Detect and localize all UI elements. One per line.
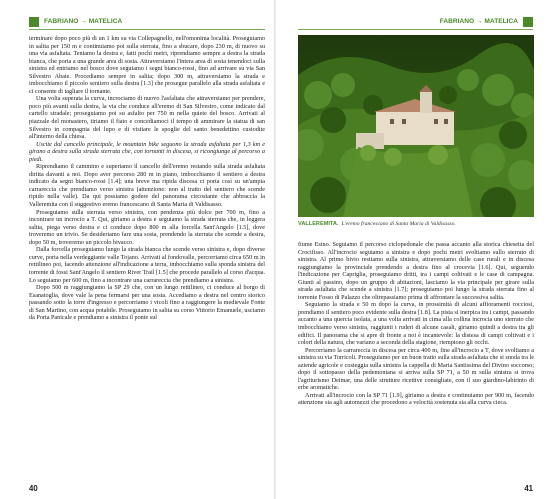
caption-label: VALLEREMITA. xyxy=(298,221,339,227)
page-number: 41 xyxy=(524,484,533,493)
body-text xyxy=(298,241,534,476)
photo-caption xyxy=(298,221,534,228)
bike-note: Uscite dal cancello principale, le mountain bike seguono la strada asfaltata per 1,3 km e girano a destra sulla strada sterrata che, con tornanti in discesa, si ricongiunge al percorso a piedi. xyxy=(29,140,265,163)
body-text xyxy=(29,35,265,475)
paragraph: Percorriamo la carrareccia in discesa per circa 400 m, fine all'incrocio a T, dove svoltiamo a sinistra su via Torricoli. Proseguiamo per un buon tratto sulla strada asfaltata che si snoda tra le aziende agricole e costeggia sulla sinistra la cappella di Maria Santissima del Divino soccorso; dopo il sottopasso della pedemontana si arriva sulla SP 71, a 50 m sulla sinistra si trova l'agriturismo Deimar, una delle strutture ricettive consigliate, con il suo giardino-labirinto di erbe aromatiche. xyxy=(298,346,534,392)
paragraph: terminare dopo poco più di un 1 km su via Collepagnello, nell'omonima località. Proseguiamo in salita per 150 m e continuiamo poi sulla sterrata, fino a sbucare, dopo 230 m, di nuovo su una via asfaltata. Teniamo la destra e, fatti pochi metri, riprendiamo sempre a destra la strada bianca, che porta a una grande area di sosta. Attraversiamo l'intera area di sosta tenendoci sulla sinistra ed entriamo nel bosco dove seguiamo i segni bianco-rossi, fino ad arrivare su via San Silvestro Abate. Procediamo sempre in salita; dopo 300 m, attraversiamo la strada e imbocchiamo il piccolo sentiero sulla destra [1.3] che prosegue parallelo alla strada asfaltata e ci consente di tagliare il tornante. xyxy=(29,35,265,95)
header-marker xyxy=(29,17,39,27)
header-title: FABRIANO → MATELICA xyxy=(439,18,518,25)
paragraph: Proseguiamo sulla sterrata verso sinistra, con pendenza più dolce per 700 m, fino a incontrare un incrocio a T. Qui, giriamo a destra e seguiamo la strada sterrata che, in leggera salita, piega verso destra e ci conduce dopo 800 m alla forcella Sant'Angelo [1.5], dove troveremo un trivio. Se desideriamo fare una sosta, prendendo la sterrata che scende a destra, dopo 50 m, troveremo un piccolo bivacco. xyxy=(29,208,265,246)
header-rule xyxy=(29,29,265,30)
paragraph: Seguiamo la strada e 50 m dopo la curva, in prossimità di alcuni affioramenti rocciosi, prendiamo il sentiero poco evidente sulla destra [1.8]. La pista si inerpica tra i campi, passando accanto a una quercia isolata, a una volta arrivati in cima alla collina incrocia uno sterrato che imbocchiamo verso sinistra, raggiunti i ruderi di alcune casali, giriamo quindi a destra tra gli edifici. Il panorama che si apre di fronte a noi è incantevole: la distesa di campi coltivati e i colori della natura, che variano a seconda della stagione, riempiono gli occhi. xyxy=(298,301,534,347)
hermitage-photo xyxy=(298,35,534,217)
header-rule xyxy=(298,29,533,30)
paragraph: Una volta superata la curva, incrociamo di nuovo l'asfaltata che attraversiamo per prendere, poco più avanti sulla destra, la via che conduce all'eremo di San Silvestro, come indicato dal cartello stradale; proseguiamo poi su asfalto per 750 m nella quiete del bosco. Arrivati al piazzale del monastero, tiriamo il fiato e concediamoci il tempo di ammirare la statua di san Silvestro in compagnia del lupo e di visitare le spoglie del santo benedettino custodite all'interno della chiesa. xyxy=(29,95,265,141)
caption-text: L'eremo francescano di Santa Maria di Valdisasso. xyxy=(341,221,456,227)
paragraph: Riprendiamo il cammino e superiamo il cancello dell'eremo restando sulla strada asfaltata diritta davanti a noi. Dopo aver percorso 280 m in piano, imbocchiamo il sentiero a destra indicato da segni bianco-rossi [1.4]; una breve ma ripida discesa ci porta così su un'ampia carrareccia che prendiamo verso sinistra (attenzione: non al tratto del sentiero che scende ripido nella valle). Da qui possiamo godere del panorama circostante che abbraccia la Valleremita con il suggestivo eremo francescano di Santa Maria di Valdisasso. xyxy=(29,163,265,209)
paragraph: Dopo 500 m raggiungiamo la SP 29 che, con un lungo rettilineo, ci conduce al borgo di Esanatoglia, dove vale la pena fermarsi per una sosta. Accediamo a destra nel centro storico passando sotto la torre d'ingresso e percorriamo i vicoli fino a raggiungere la medievale Fonte di San Martino, con acqua potabile. Proseguiamo in salita su corso Vittorio Emanuele, usciamo da Porta Panicale e prendiamo a sinistra il ponte sul xyxy=(29,284,265,322)
running-header xyxy=(29,16,122,27)
running-header xyxy=(440,16,533,27)
page-number: 40 xyxy=(29,484,38,493)
left-page xyxy=(0,0,275,499)
paragraph: Arrivati all'incrocio con la SP 71 [1.9], giriamo a destra e continuiamo per 900 m, facendo attenzione sia agli automezzi che procedono a velocità sostenuta sia alla curva cieca. xyxy=(298,391,534,407)
header-title: FABRIANO → MATELICA xyxy=(44,18,123,25)
header-marker xyxy=(523,17,533,27)
right-page xyxy=(276,0,551,499)
paragraph: Dalla forcella proseguiamo lungo la strada bianca che scende verso sinistra e, dopo diverse curve, porta nella verdeggiante valle Tojano. Arrivati al fondovalle, percorriamo circa 650 m in rettilineo poi, facendo attenzione all'indicazione a terra, imbocchiamo sulla sponda sinistra del torrente di fossi Sant'Angelo il sentiero River Trail [1.5] che procede parallelo al corso d'acqua. Lo seguiamo per 600 m, fino a incontrare una carrareccia che prendiamo a sinistra. xyxy=(29,246,265,284)
paragraph: fiume Esino. Seguiamo il percorso ciclopedonale che passa accanto alla storica chiesetta del Crocifisso. All'incrocio seguiamo a sinistra e dopo pochi metri svoltiamo sullo sterrato di sinistra. Al primo bivio restiamo sulla sinistra, attraversiamo delle case rurali e in discesa raggiungiamo la provinciale prendendo a destra fino al crocevia [1.6]. Qui, seguendo l'indicazione per Capriglia, proseguiamo dritti, tra i campi coltivati e le case di campagna. Giunti al passino, dopo un gruppo di abitazioni, lasciamo la via principale per girare sulla strada asfaltata che scende a sinistra [1.7]; proseguiamo poi lungo la strada sterrata fino al torrente Fosso di Palazzo che oltrepassiamo prima di affrontare la successiva salita. xyxy=(298,241,534,301)
forest-monastery-illustration xyxy=(298,35,534,217)
